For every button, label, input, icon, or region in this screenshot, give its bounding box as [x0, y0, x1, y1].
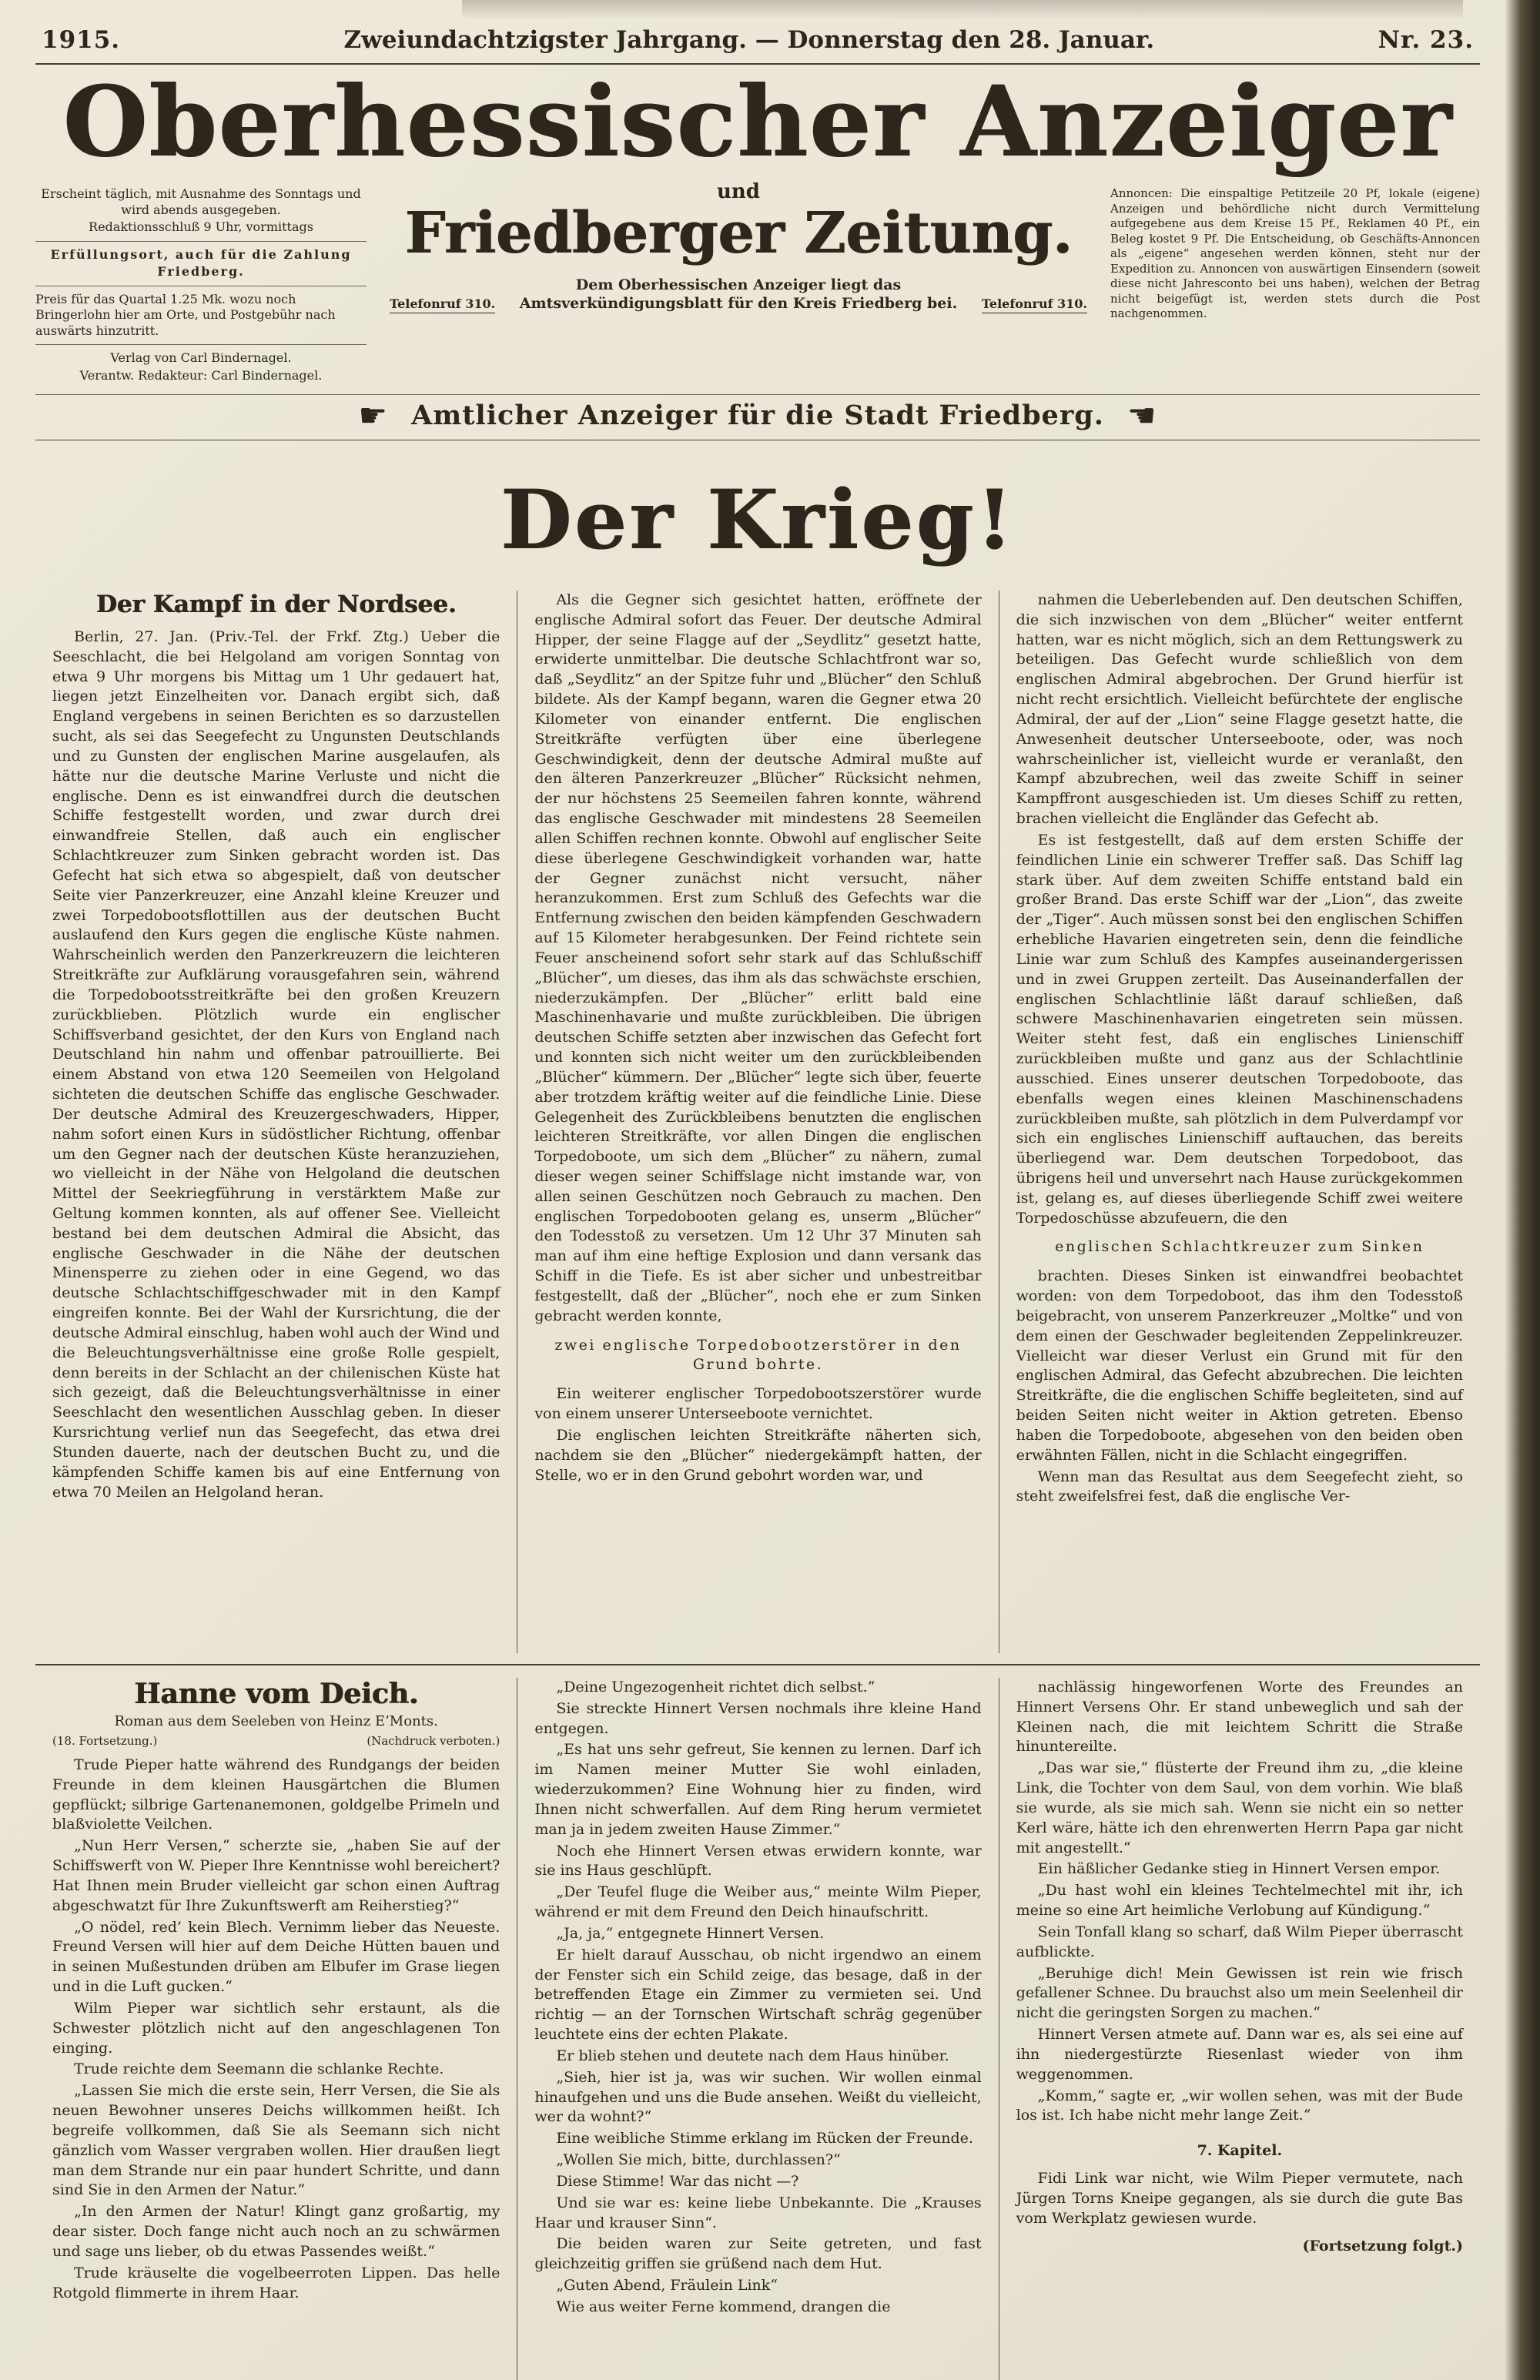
publication-info-block	[35, 179, 367, 385]
paragraph: Eine weibliche Stimme erklang im Rücken der Freunde.	[556, 2130, 973, 2147]
official-gazette-banner	[35, 394, 1480, 440]
paragraph: Die beiden waren zur Seite getreten, und fast gleichzeitig griffen sie grüßend nach dem Hut.	[534, 2235, 982, 2273]
war-article-heading: Der Kampf in der Nordsee.	[95, 590, 457, 618]
serial-meta-row	[52, 1734, 500, 1748]
paragraph: Erfüllungsort, auch für die Zahlung	[35, 241, 367, 263]
paragraph: Erscheint täglich, mit Ausnahme des Sonntags und wird abends ausgegeben.	[41, 186, 361, 217]
dateline-year: 1915.	[42, 26, 121, 54]
paragraph: Berlin, 27. Jan. (Priv.-Tel. der Frkf. Ztg.) Ueber die Seeschlacht, die bei Helgoland am vorigen Sonntag von etwa 9 Uhr morgens bis Mittag um 1 Uhr gedauert hat, liegen jetzt Einzelheiten vor. Danach ergibt sich, daß England vergebens in seinen Berichten es so darzustellen sucht, als sei das Seegefecht zu Ungunsten Deutschlands und zu Gunsten der englischen Marine ausgelaufen, als hätte nur die deutsche Marine Verluste und nicht die englische. Denn es ist einwandfrei durch die deutschen Schiffe festgestellt worden, und zwar durch drei einwandfreie Stellen, daß auch ein englischer Schlachtkreuzer zum Sinken gebracht worden ist. Das Gefecht hat sich etwa so abgespielt, daß von deutscher Seite vier Panzerkreuzer, eine Anzahl kleine Kreuzer und zwei Torpedobootsflottillen aus der deutschen Bucht auslaufend den Kurs gegen die englische Küste nahmen. Wahrscheinlich werden den Panzerkreuzern die leichteren Streitkräfte zur Aufklärung vorausgefahren sein, während die Torpedobootsstreitkräfte bei den großen Kreuzern zurückblieben. Plötzlich wurde ein englischer Schiffsverband gesichtet, der den Kurs von England nach Deutschland hin nahm und offenbar patrouillierte. Bei einem Abstand von etwa 120 Seemeilen von Helgoland sichteten die deutschen Schiffe das englische Geschwader. Der deutsche Admiral des Kreuzergeschwaders, Hipper, nahm sofort einen Kurs in südöstlicher Richtung, offenbar um den Gegner nach der deutschen Küste heranzuziehen, wo vielleicht in der Nähe von Helgoland die deutschen Mittel der Seekriegführung in verstärktem Maße zur Geltung kommen konnten, als auf offener See. Vielleicht bestand bei dem deutschen Admiral die Absicht, das englische Geschwader in die Nähe der deutschen Minensperre zu ziehen oder in eine Gegend, wo das deutsche Schlachtschiffgeschwader mit in den Kampf eingreifen konnte. Bei der Wahl der Kursrichtung, die der deutsche Admiral einschlug, haben wohl auch der Wind und die Beleuchtungsverhältnisse eine große Rolle gespielt, denn bereits in der Schlacht an der chilenischen Küste hat sich gezeigt, daß die Beleuchtungsverhältnisse in einer Seeschlacht den wesentlichen Ausschlag geben. In dieser Kursrichtung verlief nun das Seegefecht, das etwa drei Stunden dauerte, nach der deutschen Bucht zu, und die kämpfenden Schiffe kamen bis auf eine Entfernung von etwa 70 Meilen an Helgoland heran.	[52, 628, 500, 1501]
pointing-hand-left-icon: ☚	[1127, 396, 1157, 434]
paragraph: „Komm,“ sagte er, „wir wollen sehen, was mit der Bude los ist. Ich habe nicht mehr lange Zeit.“	[1016, 2087, 1463, 2124]
paragraph: (Fortsetzung folgt.)	[1302, 2237, 1463, 2254]
paragraph: Trude kräuselte die vogelbeerroten Lippen. Das helle Rotgold flimmerte in ihrem Haar.	[52, 2264, 500, 2301]
paragraph: „Lassen Sie mich die erste sein, Herr Versen, die Sie als neuen Bewohner unseres Deichs willkommen heißt. Ich begreife vollkommen, daß Sie als Seemann sich nicht gänzlich vom Wasser vergraben wollen. Hier draußen liegt man dem Strande nur ein paar hundert Schritte, und dann sind Sie in den Armen der Natur.“	[52, 2082, 500, 2199]
masthead-info-band	[35, 179, 1480, 385]
paragraph: nachlässig hingeworfenen Worte des Freundes an Hinnert Versens Ohr. Er stand unbeweglich und sah der Kleinen nach, die mit leichtem Schritt die Straße hinuntereilte.	[1016, 1678, 1463, 1756]
serial-column-3	[999, 1678, 1480, 2380]
paragraph: Trude Pieper hatte während des Rundgangs der beiden Freunde in dem kleinen Hausgärtchen die Blumen gepflückt; silbrige Gartenanemonen, goldgelbe Primeln und blaßviolette Veilchen.	[52, 1756, 500, 1833]
paragraph: englischen Schlachtkreuzer zum Sinken	[1055, 1238, 1424, 1256]
war-article-col1-text	[52, 628, 500, 1502]
serial-continuation-label: (18. Fortsetzung.)	[52, 1733, 158, 1748]
war-article-col2-text	[534, 591, 981, 1485]
paragraph: Wie aus weiter Ferne kommend, drangen die	[556, 2298, 891, 2315]
paragraph: „Sieh, hier ist ja, was wir suchen. Wir wollen einmal hinaufgehen und uns die Bude ansehen. Weißt du vielleicht, wer da wohnt?“	[534, 2068, 982, 2126]
serial-col2-text	[534, 1678, 981, 2318]
paragraph: brachten. Dieses Sinken ist einwandfrei beobachtet worden: von dem Torpedoboot, das ihm den Todesstoß beigebracht, von unserem Panzerkreuzer „Moltke“ und von dem einen der Geschwader begleitenden Zeppelinkreuzer. Vielleicht war dieser Verlust ein Grund mit für den englischen Admiral, das Gefecht abzubrechen. Die leichten Streitkräfte, die die englischen Schiffe begleiteten, sind auf beiden Seiten nicht weiter in Aktion getreten. Ebenso haben die Torpedoboote, abgesehen von den beiden oben erwähnten Fällen, nicht in die Schlacht eingegriffen.	[1016, 1267, 1463, 1464]
masthead-subtitle: Friedberger Zeitung.	[404, 200, 1073, 267]
paragraph: Ein weiterer englischer Torpedobootszerstörer wurde von einem unserer Unterseeboote vernichtet.	[534, 1385, 982, 1423]
supplement-row	[390, 276, 1087, 313]
paragraph: Ein häßlicher Gedanke stieg in Hinnert Versen empor.	[1037, 1860, 1441, 1878]
paragraph: Noch ehe Hinnert Versen etwas erwidern konnte, war sie ins Haus geschlüpft.	[534, 1842, 982, 1880]
paragraph: Hinnert Versen atmete auf. Dann war es, als sei eine auf ihn niedergestürzte Riesenlast wieder von ihm weggenommen.	[1016, 2026, 1463, 2083]
paragraph: „Das war sie,“ flüsterte der Freund ihm zu, „die kleine Link, die Tochter von dem Saul, von dem vorhin. Wie blaß sie wurde, als sie mich sah. Wenn sie nicht ein so netter Kerl wäre, hätte ich den ehrenwerten Herrn Papa gar nicht mit angestellt.“	[1016, 1759, 1463, 1856]
paragraph: nahmen die Ueberlebenden auf. Den deutschen Schiffen, die sich inzwischen von dem „Blücher“ weiter entfernt hatten, war es nicht möglich, sich an dem Rettungswerk zu beteiligen. Das Gefecht wurde schließlich von dem englischen Admiral abgebrochen. Der Grund hierfür ist nicht recht ersichtlich. Vielleicht befürchtete der englische Admiral, der auf der „Lion“ seine Flagge gesetzt hatte, die Anwesenheit deutscher Unterseeboote, oder, was noch wahrscheinlicher ist, vielleicht wurde er veranlaßt, den Kampf abzubrechen, weil das zweite Schiff in seiner Kampffront ausgeschieden ist. Um dieses Schiff zu retten, brachen vielleicht die Engländer das Gefecht ab.	[1016, 591, 1463, 828]
paragraph: „Beruhige dich! Mein Gewissen ist rein wie frisch gefallener Schnee. Du brauchst also um mein Seelenheil dir nicht die geringsten Sorgen zu machen.“	[1016, 1964, 1463, 2022]
paragraph: Wilm Pieper war sichtlich sehr erstaunt, als die Schwester plötzlich nicht auf den angeschlagenen Ton einging.	[52, 1999, 500, 2057]
paragraph: „Der Teufel fluge die Weiber aus,“ meinte Wilm Pieper, während er mit dem Freund den Deich hinaufschritt.	[534, 1883, 982, 1921]
paragraph: Er blieb stehen und deutete nach dem Haus hinüber.	[556, 2047, 949, 2064]
telephone-number-right: Telefonruf 310.	[982, 296, 1087, 313]
serial-byline: Roman aus dem Seeleben von Heinz E’Monts.	[114, 1712, 438, 1729]
scan-artifact-right-edge	[1505, 0, 1540, 2380]
paragraph: Trude reichte dem Seemann die schlanke Rechte.	[74, 2060, 444, 2078]
supplement-notice: Dem Oberhessischen Anzeiger liegt das Amtsverkündigungsblatt für den Kreis Friedberg bei.	[519, 276, 958, 313]
paragraph: Friedberg.	[157, 264, 245, 280]
war-article-col3-text	[1016, 591, 1463, 1507]
paragraph: „In den Armen der Natur! Klingt ganz großartig, my dear sister. Doch fange nicht auch noch an zu schwärmen und sage uns lieber, ob du etwas Passendes weißt.“	[52, 2203, 500, 2260]
paragraph: „Du hast wohl ein kleines Techtelmechtel mit ihr, ich meine so eine Art heimliche Verlobung auf Kündigung.“	[1016, 1882, 1463, 1920]
paragraph: Und sie war es: keine liebe Unbekannte. Die „Krauses Haar und krauser Sinn“.	[534, 2194, 982, 2231]
paragraph: „Guten Abend, Fräulein Link“	[556, 2277, 778, 2294]
pointing-hand-right-icon: ☛	[358, 396, 389, 434]
dateline-center: Zweiundachtzigster Jahrgang. — Donnerstag den 28. Januar.	[343, 26, 1155, 54]
paragraph: Es ist festgestellt, daß auf dem ersten Schiffe der feindlichen Linie ein schwerer Treffer saß. Das Schiff lag stark über. Auf dem zweiten Schiffe entstand bald ein großer Brand. Das erste Schiff war der „Lion“, das zweite der „Tiger“. Auch müssen sonst bei den englischen Schiffen erhebliche Havarien eingetreten sein, denn die feindliche Linie war zum Schluß des Kampfes auseinandergerissen und in zwei Gruppen zerteilt. Das Auseinanderfallen der englischen Schlachtlinie läßt darauf schließen, daß schwere Maschinenhavarien eingetreten sein müssen. Weiter steht fest, daß ein englisches Linienschiff zurückbleiben mußte und ganz aus der Schlachtlinie ausschied. Eines unserer deutschen Torpedoboote, das ebenfalls wegen eines kleinen Maschinenschadens zurückbleiben mußte, sah plötzlich in dem Pulverdampf vor sich ein englisches Linienschiff auftauchen, das bereits überliegend war. Dem deutschen Torpedoboot, das übrigens heil und unversehrt nach Hause zurückgekommen ist, gelang es, auf dieses überliegende Schiff zwei weitere Torpedoschüsse abzufeuern, die den	[1016, 831, 1463, 1227]
serial-col1-text	[52, 1756, 500, 2303]
paragraph: Die englischen leichten Streitkräfte näherten sich, nachdem sie den „Blücher“ niedergekämpft hatten, der Stelle, wo er in den Grund gebohrt worden war, und	[534, 1426, 982, 1484]
serial-title: Hanne vom Deich.	[134, 1677, 419, 1710]
main-headline: Der Krieg!	[500, 470, 1016, 567]
paragraph: „Nun Herr Versen,“ scherzte sie, „haben Sie auf der Schiffswerft von W. Pieper Ihre Kenntnisse wohl bereichert? Hat Ihnen mein Bruder vielleicht gar schon einen Auftrag abgeschwatzt für Ihre Zukunftswerft am Reiherstieg?“	[52, 1837, 500, 1914]
paragraph: Fidi Link war nicht, wie Wilm Pieper vermutete, nach Jürgen Torns Kneipe gegangen, als sie durch die gute Bas vom Werkplatz gewiesen wurde.	[1016, 2170, 1463, 2227]
serial-reprint-notice: (Nachdruck verboten.)	[367, 1733, 500, 1748]
paragraph: Redaktionsschluß 9 Uhr, vormittags	[89, 219, 313, 235]
paragraph: Wenn man das Resultat aus dem Seegefecht zieht, so steht zweifelsfrei fest, daß die englische Ver-	[1016, 1468, 1463, 1505]
paragraph: Sie streckte Hinnert Versen nochmals ihre kleine Hand entgegen.	[534, 1699, 982, 1737]
banner-text: Amtlicher Anzeiger für die Stadt Friedberg.	[411, 400, 1104, 432]
serial-col3-text	[1016, 1678, 1463, 2256]
war-article-column-3	[999, 591, 1480, 1653]
paragraph: Er hielt darauf Ausschau, ob nicht irgendwo an einem der Fenster sich ein Schild zeige, das besage, daß in der betreffenden Etage ein Zimmer zu vermieten sei. Und richtig — an der Tornschen Wirtschaft schräg gegenüber leuchtete eins der echten Plakate.	[534, 1946, 982, 2044]
section-divider	[35, 1664, 1480, 1665]
paragraph: Sein Tonfall klang so scharf, daß Wilm Pieper überrascht aufblickte.	[1016, 1923, 1463, 1960]
dateline-issue-number: Nr. 23.	[1378, 26, 1474, 54]
paragraph: Verantw. Redakteur: Carl Bindernagel.	[79, 367, 323, 383]
paragraph: „O nödel, red’ kein Blech. Vernimm lieber das Neueste. Freund Versen will hier auf dem Deiche Hütten bauen und in seinen Mußestunden drüben am Elbufer im Grase liegen und in die Luft gucken.“	[52, 1918, 500, 1996]
paragraph: Als die Gegner sich gesichtet hatten, eröffnete der englische Admiral sofort das Feuer. Der deutsche Admiral Hipper, der seine Flagge auf der „Seydlitz“ gesetzt hatte, erwiderte unmittelbar. Die deutsche Schlachtfront war so, daß „Seydlitz“ an der Spitze fuhr und „Blücher“ den Schluß bildete. Als der Kampf begann, waren die Gegner etwa 20 Kilometer von einander entfernt. Die englischen Streitkräfte verfügten über eine überlegene Geschwindigkeit, denn der deutsche Admiral mußte auf den älteren Panzerkreuzer „Blücher“ Rücksicht nehmen, der nur höchstens 25 Seemeilen fahren konnte, während das englische Geschwader mit mindestens 28 Seemeilen allen Schiffen rechnen konnte. Obwohl auf englischer Seite diese überlegene Geschwindigkeit vorhanden war, hatte der Gegner zunächst nicht versucht, näher heranzukommen. Erst zum Schluß des Gefechts war die Entfernung zwischen den beiden kämpfenden Geschwadern auf 15 Kilometer herabgesunken. Der Feind richtete sein Feuer anscheinend sofort sehr stark auf das Schlußschiff „Blücher“, um dieses, das ihm als das schwächste erschien, niederzukämpfen. Der „Blücher“ erlitt bald eine Maschinenhavarie und mußte zurückbleiben. Die übrigen deutschen Schiffe setzten aber inzwischen das Gefecht fort und konnten sich nicht weiter um den zurückbleibenden „Blücher“ kümmern. Der „Blücher“ legte sich über, feuerte aber trotzdem kräftig weiter auf die feindliche Linie. Diese Gelegenheit des Zurückbleibens benutzten die englischen leichteren Streitkräfte, vor allen Dingen die englischen Torpedoboote, um sich dem „Blücher“ zu nähern, zumal dieser wegen seiner Schiffslage nicht imstande war, von allen seinen Geschützen noch Gebrauch zu machen. Den englischen Torpedobooten gelang es, unserm „Blücher“ den Todesstoß zu versetzen. Um 12 Uhr 37 Minuten sah man auf ihm eine heftige Explosion und dann versank das Schiff in die Tiefe. Es ist aber sicher und unbestreitbar festgestellt, daß der „Blücher“, noch ehe er zum Sinken gebracht werden konnte,	[534, 591, 982, 1324]
serial-column-2	[517, 1678, 998, 2380]
war-article-column-1	[35, 591, 517, 1653]
advertising-rates-block: Annoncen: Die einspaltige Petitzeile 20 Pf, lokale (eigene) Anzeigen und behördliche nicht durch Vermittelung aufgegebene aus dem Kreise 15 Pf., Reklamen 40 Pf., ein Beleg kostet 9 Pf. Die Entscheidung, ob Geschäfts-Annoncen als „eigene“ angesehen werden können, steht nur der Expedition zu. Annoncen von auswärtigen Einsendern (soweit diese nicht Jahresconto bei uns haben), welchen der Betrag nicht beigefügt ist, werden stets durch die Post nachgenommen.	[1110, 186, 1480, 321]
paragraph: Preis für das Quartal 1.25 Mk. wozu noch Bringerlohn hier am Orte, und Postgebühr nach auswärts hinzutritt.	[35, 286, 367, 339]
paragraph: „Es hat uns sehr gefreut, Sie kennen zu lernen. Darf ich im Namen meiner Mutter Sie wohl einladen, wiederzukommen? Eine Wohnung hier zu finden, wird Ihnen nicht schwerfallen. Auf dem Ring herum vermietet man ja in jedem zweiten Hause Zimmer.“	[534, 1741, 982, 1838]
paragraph: 7. Kapitel.	[1197, 2142, 1283, 2160]
dateline	[35, 23, 1480, 65]
masthead-connector: und	[717, 180, 760, 204]
war-article-columns	[35, 591, 1480, 1653]
war-article-column-2	[517, 591, 998, 1653]
telephone-number-left: Telefonruf 310.	[390, 296, 495, 313]
paragraph: „Wollen Sie mich, bitte, durchlassen?“	[556, 2151, 841, 2169]
paragraph: „Ja, ja,“ entgegnete Hinnert Versen.	[556, 1924, 824, 1942]
masthead-title: Oberhessischer Anzeiger	[62, 65, 1453, 179]
serial-novel-columns	[35, 1678, 1480, 2380]
paragraph: zwei englische Torpedobootzerstörer in den Grund bohrte.	[554, 1336, 962, 1374]
paragraph: „Deine Ungezogenheit richtet dich selbst.“	[556, 1678, 875, 1695]
paragraph: Diese Stimme! War das nicht —?	[556, 2172, 799, 2190]
masthead-center-block	[390, 179, 1087, 313]
paragraph: Verlag von Carl Bindernagel.	[35, 344, 367, 366]
serial-column-1	[35, 1678, 517, 2380]
